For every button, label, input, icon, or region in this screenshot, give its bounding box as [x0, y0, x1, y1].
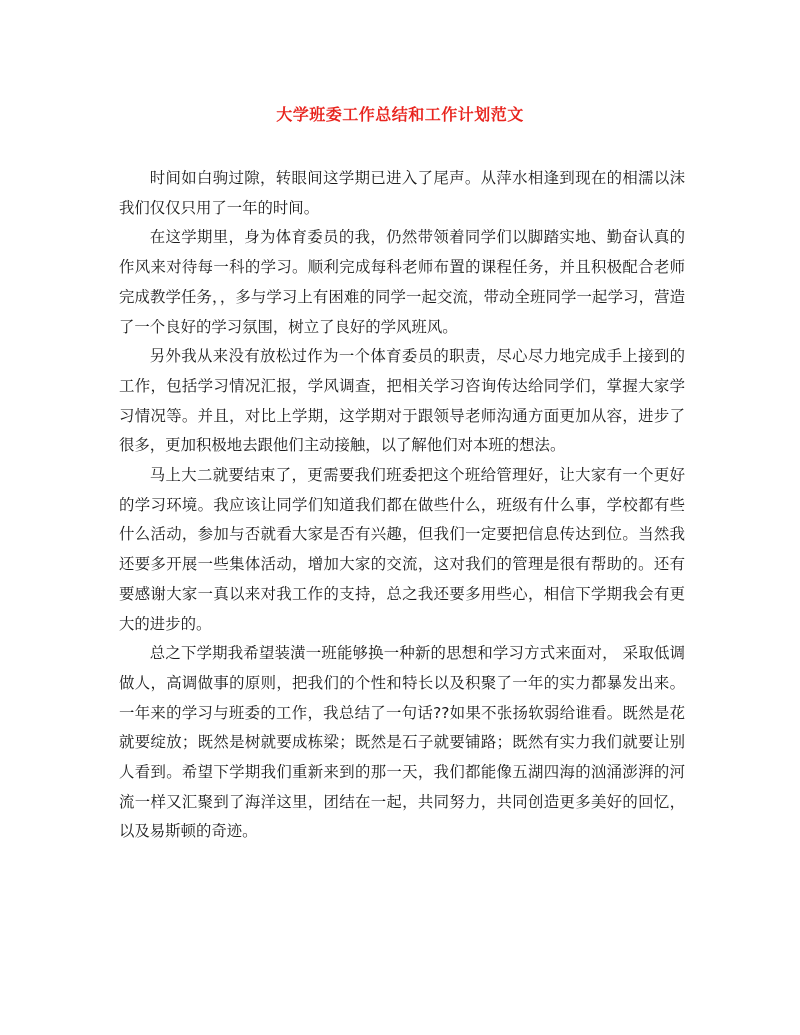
paragraph-2: 在这学期里，身为体育委员的我，仍然带领着同学们以脚踏实地、勤奋认真的作风来对待每一科的学习。顺利完成每科老师布置的课程任务，并且积极配合老师完成教学任务，，多与学习上有困难的同学一起交流，带动全班同学一起学习，营造了一个良好的学习氛围，树立了良好的学风班风。 — [119, 228, 685, 336]
paragraph-5: 总之下学期我希望装潢一班能够换一种新的思想和学习方式来面对， 采取低调做人，高调做事的原则，把我们的个性和特长以及积聚了一年的实力都暴发出来。一年来的学习与班委的工作，我总结了一句话??如果不张扬软弱给谁看。既然是花就要绽放；既然是树就要成栋梁；既然是石子就要铺路；既然有实力我们就要让别人看到。希望下学期我们重新来到的那一天，我们都能像五湖四海的汹涌澎湃的河流一样又汇聚到了海洋这里，团结在一起，共同努力，共同创造更多美好的回忆，以及易斯顿的奇迹。 — [119, 644, 685, 841]
document-body — [119, 164, 685, 847]
document-title: 大学班委工作总结和工作计划范文 — [276, 105, 524, 124]
paragraph-3: 另外我从来没有放松过作为一个体育委员的职责，尽心尽力地完成手上接到的工作，包括学习情况汇报，学风调查，把相关学习咨询传达给同学们，掌握大家学习情况等。并且，对比上学期，这学期对于跟领导老师沟通方面更加从容，进步了很多，更加积极地去跟他们主动接触，以了解他们对本班的想法。 — [119, 347, 685, 455]
paragraph-1: 时间如白驹过隙，转眼间这学期已进入了尾声。从萍水相逢到现在的相濡以沫我们仅仅只用了一年的时间。 — [119, 169, 685, 217]
paragraph-4: 马上大二就要结束了，更需要我们班委把这个班给管理好，让大家有一个更好的学习环境。我应该让同学们知道我们都在做些什么，班级有什么事，学校都有些什么活动，参加与否就看大家是否有兴趣，但我们一定要把信息传达到位。当然我还要多开展一些集体活动，增加大家的交流，这对我们的管理是很有帮助的。还有要感谢大家一真以来对我工作的支持，总之我还要多用些心，相信下学期我会有更大的进步的。 — [119, 466, 685, 633]
